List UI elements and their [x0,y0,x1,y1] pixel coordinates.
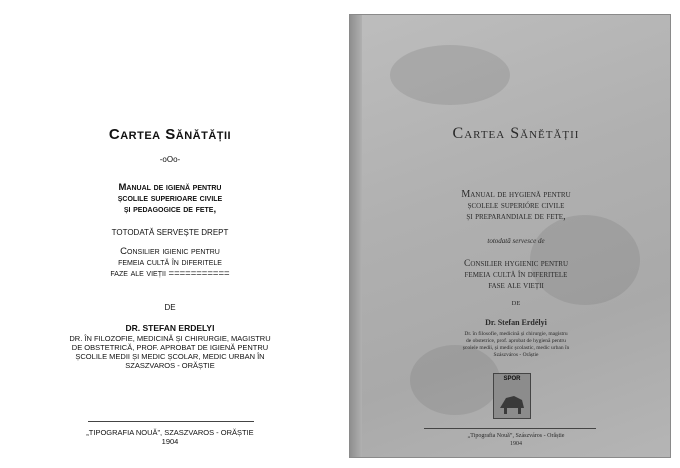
scan-credentials-line: de obstetrice, prof. aprobat de hygienă pentru [466,338,566,344]
scan-credentials-line: școlele medii, și medic școlastic, medic urban în [462,345,570,351]
scan-by-label: DE [511,300,521,307]
page-spine [350,15,362,457]
scan-subtitle-line: și preparandiale de fete, [466,211,566,222]
credentials-line: DE OBSTETRICĂ, PROF. APROBAT DE IGIENĂ PENTRU [71,343,269,352]
scan-subtitle-line: școlele superióre civile [467,200,565,211]
consilier-line: femeia cultă în diferitele [118,257,222,268]
consilier-line: faze ale vieții =========== [110,268,230,279]
scan-credentials-line: Szászváros - Orăștie [493,352,539,358]
scan-divider [424,428,596,429]
credentials-line: SZASZVAROS - ORĂȘTIE [125,361,215,370]
scan-author-name: Dr. Stefan Erdélyi [485,318,547,327]
paper-stain [390,45,510,105]
scan-subtitle-line: Manual de hygienă pentru [461,189,571,200]
book-title: Cartea Sănătății [108,126,232,143]
scan-publisher: „Tipografia Nouă”, Szászváros - Orăștie [467,433,565,439]
scan-year: 1904 [510,441,522,447]
imprint [50,428,290,446]
by-label: DE [164,303,176,312]
scan-consilier-line: fase ale vieții [488,281,544,291]
scan-author-credentials [376,331,656,359]
publisher: „TIPOGRAFIA NOUĂ”, SZASZVAROS - ORĂȘTIE [86,428,254,437]
consilier-block [50,246,290,279]
subtitle [50,182,290,215]
scan-title: Cartea Sănĕtății [452,125,580,142]
also-serves-line: TOTODATĂ SERVEȘTE DREPT [111,228,229,237]
subtitle-line: școlile superioare civile [117,193,223,204]
emblem-label: SPOR [503,376,521,382]
credentials-line: DR. ÎN FILOZOFIE, MEDICINĂ ȘI CHIRURGIE, MAGISTRU [69,334,271,343]
consilier-line: Consilier igienic pentru [120,246,220,257]
scan-also-serves-line: totodată servesce de [487,237,545,245]
credentials-line: ȘCOLILE MEDII ȘI MEDIC ȘCOLAR, MEDIC URBAN ÎN [75,352,265,361]
scan-credentials-line: Dr. în filosofie, medicină și chirurgie, magistru [464,331,568,337]
scan-consilier-line: Consilier hygienic pentru [463,259,569,269]
year: 1904 [161,437,179,446]
publisher-emblem-icon [493,373,531,419]
scan-consilier-line: femeia cultă în diferitele [464,270,568,280]
ornament: -oOo- [159,155,181,164]
author-name: DR. STEFAN ERDELYI [125,323,215,333]
scan-consilier-block [376,259,656,292]
author-credentials [50,334,290,370]
scanned-title-page [349,14,671,458]
subtitle-line: Manual de igienă pentru [118,182,222,193]
scan-subtitle [376,189,656,222]
divider [88,421,254,422]
subtitle-line: și pedagogice de fete, [123,204,217,215]
scan-imprint [376,432,656,448]
